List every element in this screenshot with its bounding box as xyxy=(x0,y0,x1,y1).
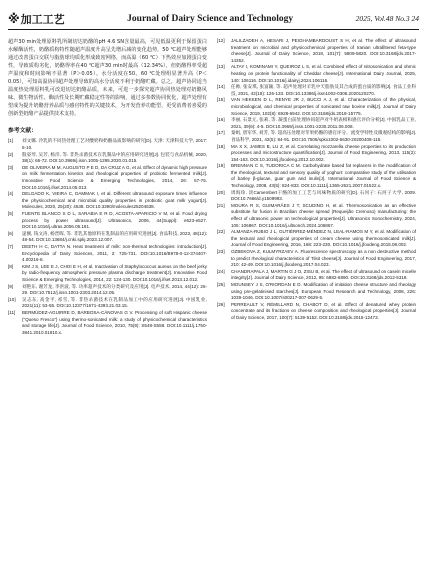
reference-item xyxy=(217,203,416,229)
references-list-right xyxy=(217,38,416,322)
reference-text: PERREAULT V, RÉMILLARD N, CHABOT D, et al. Effect of denatured whey protein concentrate and its fractions on cheese composition and rheological properties[J]. Journal of Dairy Science, 2017, 100(7): 5139-5152. DOI:10.3168/jds.2016-12473. xyxy=(231,301,416,320)
references-list-left xyxy=(8,138,207,336)
reference-item xyxy=(217,144,416,164)
reference-number: [14] xyxy=(217,84,225,90)
reference-text: 李丽, 石景元, 张莉, 等. 凝蛋白前处理协同超声对牛奶表相和感官评价分析[J]. 中国乳品工业, 2021, 39(6): 4-5. DOI:10.3969/j.issn.1001-2230.2011.06.008. xyxy=(231,117,416,129)
reference-item xyxy=(217,84,416,97)
reference-text: 周海珍. 淡Camembert干酪的加工工艺与风味物质的研究[D]. 石河子: 石河子大学, 2009. DOI:10.7666/d.y1509993. xyxy=(231,189,416,202)
reference-number: [2] xyxy=(8,151,14,157)
reference-item xyxy=(8,231,207,244)
reference-item xyxy=(8,244,207,264)
references-title: 参考文献： xyxy=(8,128,37,135)
journal-title: Journal of Dairy Science and Technology xyxy=(127,13,294,24)
reference-item xyxy=(217,302,416,322)
reference-number: [5] xyxy=(8,211,14,216)
reference-number: [11] xyxy=(8,309,16,315)
reference-item xyxy=(8,211,207,231)
reference-text: 秦娟, 唐军华, 刘芳, 等. 超高压处理对苹果奶酪的感官评分、流变学特性及微观结构的影响[J]. 食品科学, 2021, 42(5): 84-91. DOI:10.7506/spkx1002-6630-20200408-115. xyxy=(231,130,416,142)
reference-number: [8] xyxy=(8,263,14,269)
reference-item xyxy=(217,190,416,203)
reference-text: 刘文娜. 冷乳的不同热处理工艺对酸奶和奶酪品质影响的研究[D]. 天津: 天津科技大学, 2017: 5-10. xyxy=(22,138,207,151)
reference-number: [12] xyxy=(217,38,225,43)
reference-number: [23] xyxy=(217,249,225,254)
reference-text: VAN HEKKEN D L, RENYE JR J, BUCCI A J, et al. Characterization of the physical, microbiological, and chemical properties of sonicated raw bovine milk[J]. Journal of Dairy Science, 2019, 102(8): 6928-6942. DOI:10.3168/jds.2018-15775. xyxy=(231,97,416,116)
reference-item xyxy=(217,282,416,302)
reference-number: [25] xyxy=(217,281,225,287)
reference-text: 刘艳东, 谢芳龙, 李洪波, 等. 功率超声技术的分类研究及应用[J]. 电声技术, 2014, 44(12): 25-29. DOI:10.7512/j.issn.1001-2303.2014.12.05. xyxy=(22,283,207,296)
reference-number: [10] xyxy=(8,296,16,302)
reference-item xyxy=(217,97,416,117)
reference-item xyxy=(8,152,207,165)
reference-number: [4] xyxy=(8,191,14,197)
reference-text: ALMANZA-RUBIO J L, GUTIÉRREZ-MÉNDEZ N, LEAL-RAMOS M Y, et al. Modification of the textural and rheological properties of cream cheese using thermosonicated milk[J]. Journal of Food Engineering, 2016, 168: 223-230. DOI:10.1016/j.jfoodeng.2015.08.002. xyxy=(231,229,416,248)
reference-text: DE OLIVEIRA M M, AUGUSTO P E D, DA CRUZ A G, et al. Effect of dynamic high pressure on milk fermentation kinetics and rheological properties of probiotic fermented milk[J]. Innovative Food Science & Emerging Technologies, 2014, 26: 67-75. DOI:10.1016/j.ifset.2014.05.013. xyxy=(22,164,207,190)
reference-text: ALTAY I, KOMINAMI Y, QUEIROZ L S, et al. Combined effect of nitrosonication and ohmic heating on protein functionality of Cheddar cheese[J]. International Dairy Journal, 2025, 140: 106116. DOI:10.1016/j.idairyj.2024.106116. xyxy=(231,64,416,83)
reference-number: [9] xyxy=(8,283,14,289)
reference-item xyxy=(217,249,416,269)
reference-text: BRENNAN C S, TUDORICA C M. Carbohydrate based fat replacers in the modification of the rheological, textural and sensory quality of yoghurt: comparative study of the utilisation of barley β-glucan, guar gum and inulin[J]. International Journal of Food Science & Technology, 2008, 43(5): 824-833. DOI:10.1111/j.1365-2621.2007.01522.x. xyxy=(231,163,416,189)
reference-text: MOUNSEY J S, O'RIORDAN E D. Modification of imitation cheese structure and rheology using pre-gelatinised starches[J]. European Food Research and Technology, 2008, 226: 1039-1046. DOI:10.1007/s00217-007-0629-5. xyxy=(231,281,416,301)
reference-text: DELGADO K, VIEIRA C, DAMMAK I, et al. Different ultrasound exposure times influence the physicochemical and microbial quality properties in probiotic goat milk yogurt[J]. Molecules, 2020, 25(20): 4638. DOI:10.3390/molecules25204638. xyxy=(22,191,207,210)
reference-number: [15] xyxy=(217,97,225,103)
reference-item xyxy=(8,191,207,211)
reference-item xyxy=(8,284,207,297)
reference-number: [21] xyxy=(217,202,225,208)
reference-text: 逯刚, 钱文涛, 杨晋晖, 等. 非乳其他原料在乳制品的应用研究进展[J]. 食品科技, 2023, 48(12): 48-54. DOI:10.13684/j.cnki.spkj.2023.12.007. xyxy=(22,230,207,243)
body-paragraph: 超声30 min处理原料乳所制切达奶酪的pH 4.6 SN含量最高，可见低温更利于保留蛋白水解酶活性，奶酪质构特性随超声温度升高呈先增后减的变化趋势，50 ℃超声处理能够通过改善蛋白交联与脂肪球均质化形成致密网络，而高温（60 ℃）下热效应加剧蛋白变性，导致质构劣化，奶酪得率在40 ℃超声30 min时最高（12.34%），但奶酪得率受超声温度和时间影响不显著（P＞0.05）。水分活度在50、60 ℃处理组显著升高（P＜0.05），可知高温协同超声处理导致的高水分活度不利于奶酪贮藏。总之，超声协同适当温度热处理原料乳可改进切达奶酪品质，未来，可进一步探究超声协同热处理对奶酪风味、微生物活性、酶活性及长期贮藏稳定性等的影响，通过多参数协同优化，超声处理有望成为提升奶酪营养品质与感官特性的关键技术，为开发营养功能型、更受消费者喜爱的创新型奶酪产品提供技术支持。 xyxy=(8,39,207,118)
reference-text: BERMÚDEZ-AGUIRRE D, BARBOSA-CÁNOVAS G V. Processing of soft Hispanic cheese ("Queso Fresco") using thermo-sonicated milk: a study of physicochemical characteristics and storage life[J]. Journal of Food Science, 2010, 75(9): S548-S558. DOI:10.1111/j.1750-3841.2010.01810.x. xyxy=(22,309,207,335)
reference-number: [22] xyxy=(217,229,225,235)
logo-mark-icon: ※ xyxy=(8,11,20,26)
reference-text: MOURA R S, GUIMARÃES J T, SCUDINO H, et al. Thermosonication as an effective substitute for fusion in Brazilian cheese spread (Requeijão Cremoso) manufacturing: the effect of ultrasonic power on technological properties[J]. Ultrasonics Sonochemistry, 2024, 105: 106867. DOI:10.1016/j.ultsonch.2024.106867. xyxy=(231,202,416,228)
section-label: 加工工艺 xyxy=(20,12,65,26)
reference-number: [17] xyxy=(217,130,225,136)
reference-number: [26] xyxy=(217,301,225,307)
reference-number: [6] xyxy=(8,230,14,236)
reference-item xyxy=(217,117,416,130)
left-column xyxy=(8,38,207,336)
reference-text: OZBEKOVA Z, KULMYRZAEV A. Fluorescence spectroscopy as a non destructive method to predict rheological characteristics of Tilsit cheese[J]. Journal of Food Engineering, 2017, 210: 42-49. DOI:10.1016/j.jfoodeng.2017.04.023. xyxy=(231,249,416,268)
reference-number: [24] xyxy=(217,268,225,274)
reference-number: [18] xyxy=(217,143,225,149)
reference-number: [20] xyxy=(217,189,225,195)
reference-text: MA X X, JAMES B, LU Z, et al. Correlating mozzarella cheese properties to its production processes and microstructure quantification[J]. Journal of Food Engineering, 2013, 115(2): 154-163. DOI:10.1016/j.jfoodeng.2012.10.002. xyxy=(231,143,416,162)
reference-text: FUENTE BLANCO S D L, SARABIA E R D, ACOSTA-APARICIO V M, et al. Food drying process by power ultrasound[J]. Ultrasonics, 2006, 44(Suppl): e523-e527. DOI:10.1016/j.ultras.2006.05.181. xyxy=(22,211,207,230)
reference-number: [16] xyxy=(217,117,225,123)
reference-item xyxy=(8,165,207,191)
reference-number: [3] xyxy=(8,164,14,170)
reference-item xyxy=(217,229,416,249)
reference-text: KIM J S, LEE E J, CHOI E H, et al. Inactivation of Staphylococcus aureus on the beef jerky by radio-frequency atmospheric pressure plasma discharge treatment[J]. Innovative Food Science & Emerging Technologies, 2014, 22: 124-130. DOI:10.1016/j.ifset.2013.12.012. xyxy=(22,263,207,282)
reference-item xyxy=(8,310,207,336)
reference-item xyxy=(217,64,416,84)
reference-number: [1] xyxy=(8,138,14,144)
reference-number: [7] xyxy=(8,243,14,249)
reference-item xyxy=(217,130,416,143)
reference-text: 殷姿琴, 吴芳, 杨洋, 等. 非热杀菌技术在乳制品中的应用研究进展[J]. 包装与食品机械, 2020, 38(1): 66-72. DOI:10.3969/j.issn.1005-1295.2020.01.015. xyxy=(22,151,207,164)
page-header xyxy=(8,8,419,30)
reference-text: DEETH H C, DATTA N. Heat treatment of milk: non-thermal technologies: introduction[J]. Encyclopedia of Dairy Sciences, 2011, 2: 725-731. DOI:10.1016/B978-0-12-374407-4.00216-8. xyxy=(22,243,207,263)
reference-item xyxy=(8,297,207,310)
reference-text: 吴志东, 高金平, 祁雪, 等. 非热杀菌技术在乳制品加工中的应用研究进展[J]. 中国乳业, 2021(11): 53-55. DOI:10.12377/1671-4393.21.03.15. xyxy=(22,296,207,309)
reference-item xyxy=(217,269,416,282)
reference-text: CHANDRAPALA J, MARTIN G J O, ZISU B, et al. The effect of ultrasound on casein micelle integrity[J]. Journal of Dairy Science, 2012, 95: 6882-6890. DOI:10.3168/jds.2012-5318. xyxy=(231,268,416,281)
reference-number: [13] xyxy=(217,64,225,70)
volume-info: 2025, Vol.48 No.3 24 xyxy=(355,14,419,23)
section-logo xyxy=(8,11,65,27)
reference-text: JALILZADEH A, HESARI J, PEIGHAMBARDOUST S H, et al. The effect of ultrasound treatment on microbial and physicochemical properties of Iranian ultrafiltered feta-type cheese[J]. Journal of Dairy Science, 2018, 101(7): 5809-5820. DOI:10.3168/jds.2017-14352. xyxy=(231,38,416,63)
reference-item xyxy=(8,264,207,284)
reference-number: [19] xyxy=(217,163,225,169)
reference-item xyxy=(217,163,416,189)
reference-item xyxy=(8,138,207,151)
reference-item xyxy=(217,38,416,64)
reference-text: 任帅, 张安琪, 张富颖, 等. 超声处理对羊乳中天脂肪及其合成的蛋白质的影响[J]. 食品工业科技, 2021, 42(18): 126-133. DOI:10.13386/j.issn1002-0306.2020120270. xyxy=(231,84,416,96)
right-column xyxy=(217,38,416,322)
